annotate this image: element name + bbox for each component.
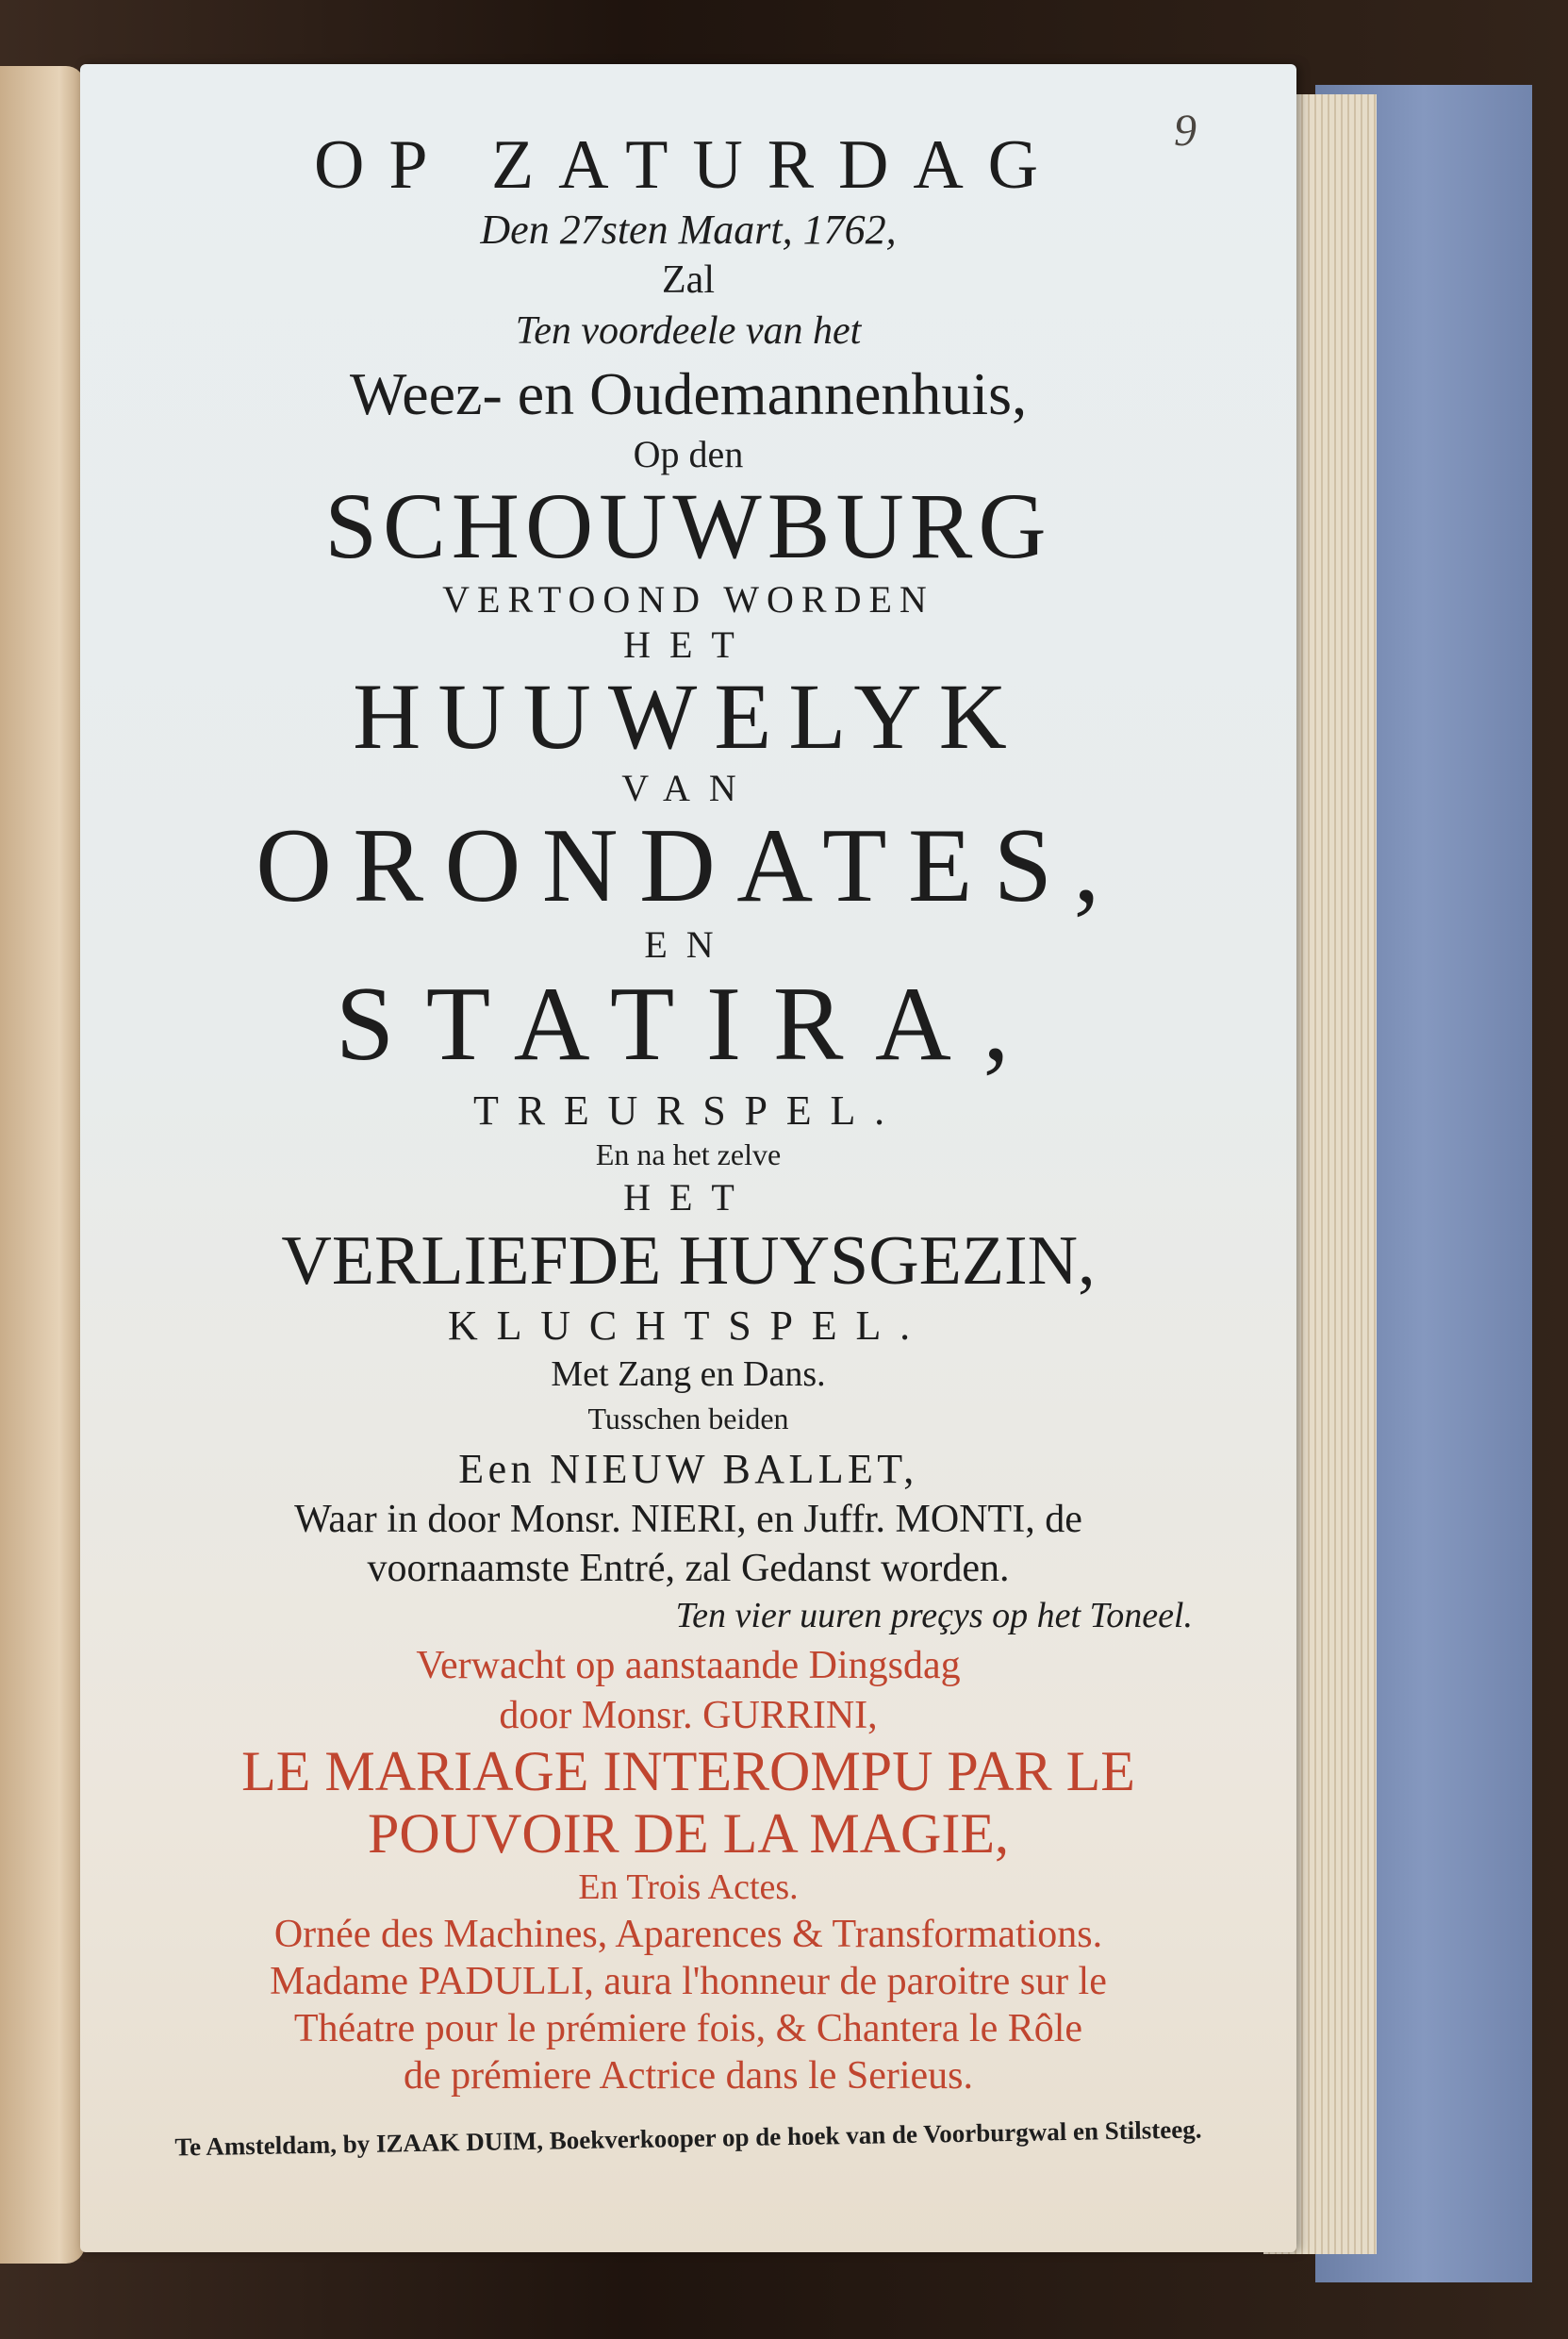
text-song-dance: Met Zang en Dans. bbox=[551, 1354, 826, 1394]
text-en: EN bbox=[644, 923, 733, 966]
play-title-statira: STATIRA, bbox=[335, 966, 1042, 1083]
dancers-line: Waar in door Monsr. NIERI, en Juffr. MONTI, de bbox=[294, 1498, 1082, 1541]
page-number: 9 bbox=[1174, 106, 1197, 156]
previous-page-edge bbox=[0, 66, 85, 2264]
text-zal: Zal bbox=[662, 258, 715, 302]
french-title-line1: LE MARIAGE INTEROMPU PAR LE bbox=[241, 1740, 1135, 1802]
text-het-2: HET bbox=[623, 1176, 753, 1219]
text-het: HET bbox=[623, 623, 753, 666]
printer-imprint: Te Amsteldam, by IZAAK DUIM, Boekverkooper op de hoek van de Voorburgwal en Stilsteeg. bbox=[174, 2115, 1202, 2162]
genre-treurspel: TREURSPEL. bbox=[473, 1087, 903, 1134]
heading-date-day: OP ZATURDAG bbox=[313, 126, 1063, 204]
text-van: VAN bbox=[621, 767, 755, 809]
text-op-den: Op den bbox=[633, 433, 744, 475]
start-time: Ten vier uuren preçys op het Toneel. bbox=[675, 1596, 1193, 1635]
play-title-huuwelyk: HUUWELYK bbox=[353, 664, 1024, 769]
performer-gurrini: door Monsr. GURRINI, bbox=[499, 1694, 878, 1737]
text-trois-actes: En Trois Actes. bbox=[578, 1867, 799, 1907]
upcoming-line: Verwacht op aanstaande Dingsdag bbox=[416, 1644, 961, 1687]
machines-line: Ornée des Machines, Aparences & Transformations. bbox=[273, 1913, 1103, 1956]
genre-kluchtspel: KLUCHTSPEL. bbox=[448, 1302, 929, 1349]
farce-title: VERLIEFDE HUYSGEZIN, bbox=[281, 1222, 1096, 1300]
theatre-line: Théatre pour le prémiere fois, & Chantera le Rôle bbox=[293, 2007, 1083, 2050]
actrice-line: de prémiere Actrice dans le Serieus. bbox=[403, 2054, 974, 2098]
french-title-line2: POUVOIR DE LA MAGIE, bbox=[368, 1802, 1009, 1865]
text-vertoond-worden: VERTOOND WORDEN bbox=[442, 578, 934, 621]
text-in-between: Tusschen beiden bbox=[587, 1402, 789, 1435]
ballet-announcement: Een NIEUW BALLET, bbox=[458, 1446, 918, 1492]
venue-schouwburg: SCHOUWBURG bbox=[324, 473, 1052, 578]
text-afterwards: En na het zelve bbox=[595, 1137, 782, 1171]
entree-line: voornaamste Entré, zal Gedanst worden. bbox=[367, 1547, 1010, 1590]
date-line: Den 27sten Maart, 1762, bbox=[480, 207, 897, 253]
play-title-orondates: ORONDATES, bbox=[256, 807, 1121, 924]
orphanage-name: Weez- en Oudemannenhuis, bbox=[349, 360, 1028, 427]
text-benefit: Ten voordeele van het bbox=[515, 309, 862, 353]
padulli-line: Madame PADULLI, aura l'honneur de paroitre sur le bbox=[270, 1960, 1107, 2003]
